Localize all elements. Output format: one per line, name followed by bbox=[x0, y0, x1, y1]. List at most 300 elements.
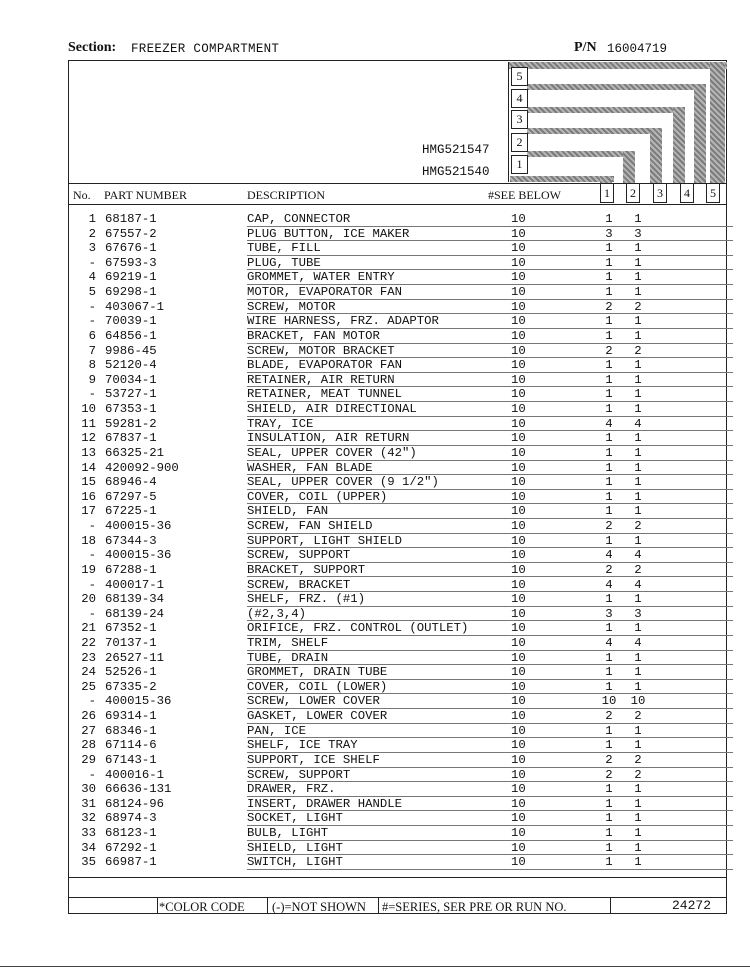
part-description: WIRE HARNESS, FRZ. ADAPTOR bbox=[247, 314, 439, 329]
see-below-value: 10 bbox=[511, 387, 526, 402]
qty-series-2: 4 bbox=[634, 416, 642, 431]
part-number: 420092-900 bbox=[105, 460, 179, 475]
stair-band bbox=[510, 176, 614, 182]
see-below-value: 10 bbox=[511, 650, 526, 665]
qty-series-2: 4 bbox=[634, 548, 642, 563]
item-number: 12 bbox=[81, 431, 96, 446]
qty-series-1: 1 bbox=[605, 358, 613, 373]
qty-series-2: 1 bbox=[634, 372, 642, 387]
part-number: 68974-3 bbox=[105, 811, 157, 826]
part-number: 69219-1 bbox=[105, 270, 157, 285]
qty-series-2: 1 bbox=[634, 358, 642, 373]
item-number: 34 bbox=[81, 840, 96, 855]
qty-series-1: 1 bbox=[605, 533, 613, 548]
qty-series-2: 2 bbox=[634, 752, 642, 767]
qty-series-2: 10 bbox=[630, 694, 646, 709]
see-below-value: 10 bbox=[511, 665, 526, 680]
qty-series-1: 4 bbox=[605, 635, 613, 650]
part-description: COVER, COIL (LOWER) bbox=[247, 679, 388, 694]
qty-series-2: 1 bbox=[634, 723, 642, 738]
part-description: PLUG, TUBE bbox=[247, 255, 321, 270]
part-number: 68139-24 bbox=[105, 606, 165, 621]
stair-label: 1 bbox=[511, 155, 528, 174]
part-description: TUBE, FILL bbox=[247, 241, 321, 256]
column-header-series-4: 4 bbox=[680, 183, 694, 203]
qty-series-1: 1 bbox=[605, 460, 613, 475]
qty-series-2: 1 bbox=[634, 650, 642, 665]
qty-series-1: 1 bbox=[605, 241, 613, 256]
column-header-part-number: PART NUMBER bbox=[104, 188, 187, 202]
see-below-value: 10 bbox=[511, 519, 526, 534]
see-below-value: 10 bbox=[511, 445, 526, 460]
part-number: 67114-6 bbox=[105, 738, 157, 753]
row-rule bbox=[247, 869, 733, 870]
item-number: 14 bbox=[81, 460, 96, 475]
qty-series-1: 1 bbox=[605, 621, 613, 636]
part-description: SCREW, LOWER COVER bbox=[247, 694, 380, 709]
item-number: 28 bbox=[81, 738, 96, 753]
stair-label: 5 bbox=[511, 67, 528, 86]
see-below-value: 10 bbox=[511, 723, 526, 738]
stair-band bbox=[673, 107, 685, 183]
qty-series-1: 2 bbox=[605, 343, 613, 358]
stair-band bbox=[527, 151, 631, 157]
item-number: - bbox=[88, 606, 96, 621]
part-number: 70034-1 bbox=[105, 372, 157, 387]
see-below-value: 10 bbox=[511, 314, 526, 329]
qty-series-2: 2 bbox=[634, 767, 642, 782]
part-description: SCREW, FAN SHIELD bbox=[247, 519, 373, 534]
qty-series-2: 4 bbox=[634, 577, 642, 592]
qty-series-2: 1 bbox=[634, 255, 642, 270]
qty-series-1: 4 bbox=[605, 577, 613, 592]
see-below-value: 10 bbox=[511, 826, 526, 841]
qty-series-1: 1 bbox=[605, 679, 613, 694]
part-number: 67143-1 bbox=[105, 752, 157, 767]
item-number: 13 bbox=[81, 445, 96, 460]
item-number: - bbox=[88, 767, 96, 782]
qty-series-1: 1 bbox=[605, 372, 613, 387]
item-number: 4 bbox=[88, 270, 96, 285]
part-description: RETAINER, AIR RETURN bbox=[247, 372, 395, 387]
part-number: 67344-3 bbox=[105, 533, 157, 548]
stair-band bbox=[623, 151, 635, 183]
column-header-series-2: 2 bbox=[626, 183, 640, 203]
item-number: 19 bbox=[81, 562, 96, 577]
qty-series-1: 1 bbox=[605, 285, 613, 300]
item-number: 25 bbox=[81, 679, 96, 694]
see-below-value: 10 bbox=[511, 548, 526, 563]
part-number: 53727-1 bbox=[105, 387, 157, 402]
table-bottom-rule bbox=[68, 877, 727, 878]
qty-series-1: 1 bbox=[605, 328, 613, 343]
qty-series-2: 2 bbox=[634, 519, 642, 534]
item-number: 11 bbox=[81, 416, 96, 431]
footer-color-code: *COLOR CODE bbox=[159, 900, 245, 914]
qty-series-2: 1 bbox=[634, 475, 642, 490]
see-below-value: 10 bbox=[511, 226, 526, 241]
pn-label: P/N bbox=[574, 40, 597, 55]
page-bottom-edge bbox=[0, 966, 750, 967]
part-description: BLADE, EVAPORATOR FAN bbox=[247, 358, 402, 373]
item-number: 7 bbox=[88, 343, 96, 358]
qty-series-2: 1 bbox=[634, 270, 642, 285]
pn-value: 16004719 bbox=[607, 42, 668, 56]
see-below-value: 10 bbox=[511, 738, 526, 753]
see-below-value: 10 bbox=[511, 694, 526, 709]
item-number: - bbox=[88, 548, 96, 563]
part-description: GROMMET, WATER ENTRY bbox=[247, 270, 395, 285]
stair-band bbox=[650, 128, 662, 183]
qty-series-1: 2 bbox=[605, 752, 613, 767]
part-description: TRAY, ICE bbox=[247, 416, 314, 431]
qty-series-1: 2 bbox=[605, 519, 613, 534]
qty-series-2: 1 bbox=[634, 592, 642, 607]
stair-label: 2 bbox=[511, 133, 528, 152]
item-number: 27 bbox=[81, 723, 96, 738]
part-number: 67837-1 bbox=[105, 431, 157, 446]
item-number: 15 bbox=[81, 475, 96, 490]
see-below-value: 10 bbox=[511, 782, 526, 797]
item-number: 8 bbox=[88, 358, 96, 373]
qty-series-2: 1 bbox=[634, 840, 642, 855]
see-below-value: 10 bbox=[511, 562, 526, 577]
part-number: 67352-1 bbox=[105, 621, 157, 636]
see-below-value: 10 bbox=[511, 475, 526, 490]
footer-code: 24272 bbox=[672, 898, 712, 913]
qty-series-2: 1 bbox=[634, 489, 642, 504]
qty-series-1: 1 bbox=[605, 855, 613, 870]
part-description: SHELF, FRZ. (#1) bbox=[247, 592, 366, 607]
qty-series-1: 1 bbox=[605, 782, 613, 797]
part-number: 67288-1 bbox=[105, 562, 157, 577]
item-number: 33 bbox=[81, 826, 96, 841]
qty-series-2: 1 bbox=[634, 460, 642, 475]
qty-series-1: 2 bbox=[605, 709, 613, 724]
part-number: 26527-11 bbox=[105, 650, 165, 665]
see-below-value: 10 bbox=[511, 212, 526, 226]
qty-series-1: 3 bbox=[605, 606, 613, 621]
stair-band bbox=[527, 128, 658, 134]
item-number: - bbox=[88, 255, 96, 270]
qty-series-1: 1 bbox=[605, 840, 613, 855]
part-description: DRAWER, FRZ. bbox=[247, 782, 336, 797]
row-rule bbox=[247, 606, 733, 607]
qty-series-2: 1 bbox=[634, 679, 642, 694]
see-below-value: 10 bbox=[511, 709, 526, 724]
column-header-divider bbox=[68, 204, 727, 205]
footer-divider bbox=[378, 897, 379, 914]
item-number: 30 bbox=[81, 782, 96, 797]
see-below-value: 10 bbox=[511, 372, 526, 387]
part-number: 67297-5 bbox=[105, 489, 157, 504]
qty-series-2: 1 bbox=[634, 212, 642, 226]
item-number: 24 bbox=[81, 665, 96, 680]
see-below-value: 10 bbox=[511, 343, 526, 358]
item-number: 10 bbox=[81, 402, 96, 417]
stair-band bbox=[508, 62, 727, 69]
part-number: 70039-1 bbox=[105, 314, 157, 329]
qty-series-2: 1 bbox=[634, 796, 642, 811]
part-description: SUPPORT, LIGHT SHIELD bbox=[247, 533, 402, 548]
part-description: SEAL, UPPER COVER (42") bbox=[247, 445, 417, 460]
qty-series-1: 2 bbox=[605, 562, 613, 577]
see-below-value: 10 bbox=[511, 489, 526, 504]
qty-series-1: 4 bbox=[605, 416, 613, 431]
part-number: 68946-4 bbox=[105, 475, 157, 490]
item-number: - bbox=[88, 577, 96, 592]
part-description: GASKET, LOWER COVER bbox=[247, 709, 388, 724]
part-number: 52120-4 bbox=[105, 358, 157, 373]
part-description: ORIFICE, FRZ. CONTROL (OUTLET) bbox=[247, 621, 469, 636]
part-description: SEAL, UPPER COVER (9 1/2") bbox=[247, 475, 439, 490]
qty-series-2: 3 bbox=[634, 226, 642, 241]
stair-band bbox=[600, 176, 612, 183]
item-number: 23 bbox=[81, 650, 96, 665]
part-description: SHIELD, FAN bbox=[247, 504, 329, 519]
part-number: 67593-3 bbox=[105, 255, 157, 270]
see-below-value: 10 bbox=[511, 416, 526, 431]
qty-series-2: 2 bbox=[634, 709, 642, 724]
part-description: PAN, ICE bbox=[247, 723, 307, 738]
qty-series-1: 1 bbox=[605, 255, 613, 270]
qty-series-2: 4 bbox=[634, 635, 642, 650]
footer-series-note: #=SERIES, SER PRE OR RUN NO. bbox=[382, 900, 567, 914]
qty-series-2: 1 bbox=[634, 621, 642, 636]
part-number: 400016-1 bbox=[105, 767, 165, 782]
qty-series-1: 1 bbox=[605, 387, 613, 402]
part-number: 68346-1 bbox=[105, 723, 157, 738]
qty-series-1: 1 bbox=[605, 650, 613, 665]
qty-series-2: 1 bbox=[634, 811, 642, 826]
see-below-value: 10 bbox=[511, 431, 526, 446]
item-number: 3 bbox=[88, 241, 96, 256]
footer-top-rule bbox=[68, 897, 727, 898]
part-description: RETAINER, MEAT TUNNEL bbox=[247, 387, 402, 402]
see-below-value: 10 bbox=[511, 533, 526, 548]
part-number: 403067-1 bbox=[105, 299, 165, 314]
qty-series-2: 1 bbox=[634, 445, 642, 460]
item-number: 1 bbox=[88, 212, 96, 226]
qty-series-1: 1 bbox=[605, 826, 613, 841]
qty-series-1: 4 bbox=[605, 548, 613, 563]
qty-series-1: 1 bbox=[605, 314, 613, 329]
item-number: 9 bbox=[88, 372, 96, 387]
part-description: INSULATION, AIR RETURN bbox=[247, 431, 410, 446]
qty-series-2: 1 bbox=[634, 241, 642, 256]
part-number: 68139-34 bbox=[105, 592, 165, 607]
see-below-value: 10 bbox=[511, 255, 526, 270]
qty-series-2: 1 bbox=[634, 855, 642, 870]
see-below-value: 10 bbox=[511, 504, 526, 519]
part-number: 52526-1 bbox=[105, 665, 157, 680]
column-header-series-1: 1 bbox=[600, 183, 614, 203]
see-below-value: 10 bbox=[511, 241, 526, 256]
item-number: - bbox=[88, 314, 96, 329]
part-description: BULB, LIGHT bbox=[247, 826, 329, 841]
qty-series-1: 1 bbox=[605, 431, 613, 446]
column-header-series-5: 5 bbox=[706, 183, 720, 203]
part-description: BRACKET, FAN MOTOR bbox=[247, 328, 380, 343]
see-below-value: 10 bbox=[511, 840, 526, 855]
item-number: 5 bbox=[88, 285, 96, 300]
item-number: 2 bbox=[88, 226, 96, 241]
qty-series-2: 1 bbox=[634, 738, 642, 753]
qty-series-1: 1 bbox=[605, 489, 613, 504]
part-number: 400015-36 bbox=[105, 519, 172, 534]
stair-band bbox=[694, 84, 706, 183]
item-number: 17 bbox=[81, 504, 96, 519]
part-number: 67225-1 bbox=[105, 504, 157, 519]
item-number: - bbox=[88, 519, 96, 534]
see-below-value: 10 bbox=[511, 460, 526, 475]
column-header-no: No. bbox=[73, 188, 91, 202]
item-number: 32 bbox=[81, 811, 96, 826]
see-below-value: 10 bbox=[511, 577, 526, 592]
stair-band bbox=[710, 62, 725, 183]
part-number: 9986-45 bbox=[105, 343, 157, 358]
stair-label: 4 bbox=[511, 89, 528, 108]
qty-series-2: 1 bbox=[634, 665, 642, 680]
qty-series-2: 1 bbox=[634, 402, 642, 417]
part-number: 59281-2 bbox=[105, 416, 157, 431]
part-description: (#2,3,4) bbox=[247, 606, 307, 621]
part-number: 67676-1 bbox=[105, 241, 157, 256]
see-below-value: 10 bbox=[511, 285, 526, 300]
part-description: TRIM, SHELF bbox=[247, 635, 329, 650]
qty-series-2: 2 bbox=[634, 299, 642, 314]
see-below-value: 10 bbox=[511, 752, 526, 767]
qty-series-2: 3 bbox=[634, 606, 642, 621]
part-description: SHELF, ICE TRAY bbox=[247, 738, 358, 753]
see-below-value: 10 bbox=[511, 796, 526, 811]
qty-series-1: 1 bbox=[605, 723, 613, 738]
part-description: SCREW, SUPPORT bbox=[247, 767, 351, 782]
part-number: 67335-2 bbox=[105, 679, 157, 694]
item-number: 6 bbox=[88, 328, 96, 343]
stair-band bbox=[527, 107, 682, 113]
qty-series-2: 1 bbox=[634, 285, 642, 300]
item-number: 22 bbox=[81, 635, 96, 650]
qty-series-2: 1 bbox=[634, 328, 642, 343]
part-description: WASHER, FAN BLADE bbox=[247, 460, 373, 475]
part-number: 400017-1 bbox=[105, 577, 165, 592]
qty-series-2: 2 bbox=[634, 562, 642, 577]
stair-edge bbox=[508, 62, 509, 182]
part-description: PLUG BUTTON, ICE MAKER bbox=[247, 226, 410, 241]
model-number: HMG521547 bbox=[422, 143, 490, 157]
see-below-value: 10 bbox=[511, 299, 526, 314]
item-number: - bbox=[88, 387, 96, 402]
footer-divider bbox=[267, 897, 268, 914]
see-below-value: 10 bbox=[511, 270, 526, 285]
qty-series-1: 2 bbox=[605, 299, 613, 314]
qty-series-1: 1 bbox=[605, 475, 613, 490]
item-number: 20 bbox=[81, 592, 96, 607]
part-number: 67557-2 bbox=[105, 226, 157, 241]
part-number: 68124-96 bbox=[105, 796, 165, 811]
qty-series-2: 1 bbox=[634, 314, 642, 329]
part-number: 67353-1 bbox=[105, 402, 157, 417]
item-number: 29 bbox=[81, 752, 96, 767]
part-description: BRACKET, SUPPORT bbox=[247, 562, 366, 577]
qty-series-2: 1 bbox=[634, 826, 642, 841]
section-label: Section: bbox=[68, 40, 117, 55]
see-below-value: 10 bbox=[511, 592, 526, 607]
qty-series-1: 1 bbox=[605, 592, 613, 607]
column-header-see-below: #SEE BELOW bbox=[488, 188, 561, 202]
qty-series-1: 1 bbox=[605, 796, 613, 811]
qty-series-2: 1 bbox=[634, 431, 642, 446]
part-description: INSERT, DRAWER HANDLE bbox=[247, 796, 402, 811]
see-below-value: 10 bbox=[511, 635, 526, 650]
part-description: GROMMET, DRAIN TUBE bbox=[247, 665, 388, 680]
part-description: TUBE, DRAIN bbox=[247, 650, 329, 665]
part-description: COVER, COIL (UPPER) bbox=[247, 489, 388, 504]
qty-series-1: 2 bbox=[605, 767, 613, 782]
part-number: 66636-131 bbox=[105, 782, 172, 797]
part-number: 66987-1 bbox=[105, 855, 157, 870]
footer-divider bbox=[610, 897, 611, 914]
item-number: - bbox=[88, 299, 96, 314]
item-number: 35 bbox=[81, 855, 96, 870]
model-number: HMG521540 bbox=[422, 165, 490, 179]
qty-series-2: 1 bbox=[634, 387, 642, 402]
column-header-description: DESCRIPTION bbox=[247, 188, 326, 202]
part-description: SHIELD, LIGHT bbox=[247, 840, 343, 855]
qty-series-1: 10 bbox=[601, 694, 617, 709]
item-number: - bbox=[88, 694, 96, 709]
part-description: SCREW, MOTOR bbox=[247, 299, 336, 314]
see-below-value: 10 bbox=[511, 855, 526, 870]
part-number: 69298-1 bbox=[105, 285, 157, 300]
column-header-series-3: 3 bbox=[653, 183, 667, 203]
part-number: 68187-1 bbox=[105, 212, 157, 226]
part-number: 70137-1 bbox=[105, 635, 157, 650]
qty-series-1: 3 bbox=[605, 226, 613, 241]
part-number: 64856-1 bbox=[105, 328, 157, 343]
footer-divider bbox=[157, 897, 158, 914]
qty-series-2: 1 bbox=[634, 504, 642, 519]
item-number: 18 bbox=[81, 533, 96, 548]
qty-series-1: 1 bbox=[605, 402, 613, 417]
footer-not-shown: (-)=NOT SHOWN bbox=[272, 900, 366, 914]
section-value: FREEZER COMPARTMENT bbox=[131, 42, 280, 56]
qty-series-1: 1 bbox=[605, 811, 613, 826]
part-description: SCREW, MOTOR BRACKET bbox=[247, 343, 395, 358]
part-description: SUPPORT, ICE SHELF bbox=[247, 752, 380, 767]
qty-series-1: 1 bbox=[605, 665, 613, 680]
see-below-value: 10 bbox=[511, 358, 526, 373]
qty-series-1: 1 bbox=[605, 445, 613, 460]
part-description: SWITCH, LIGHT bbox=[247, 855, 343, 870]
part-number: 400015-36 bbox=[105, 694, 172, 709]
item-number: 16 bbox=[81, 489, 96, 504]
see-below-value: 10 bbox=[511, 679, 526, 694]
see-below-value: 10 bbox=[511, 328, 526, 343]
qty-series-1: 1 bbox=[605, 738, 613, 753]
qty-series-1: 1 bbox=[605, 212, 613, 226]
part-description: SHIELD, AIR DIRECTIONAL bbox=[247, 402, 417, 417]
see-below-value: 10 bbox=[511, 606, 526, 621]
see-below-value: 10 bbox=[511, 767, 526, 782]
part-number: 66325-21 bbox=[105, 445, 165, 460]
item-number: 31 bbox=[81, 796, 96, 811]
item-number: 26 bbox=[81, 709, 96, 724]
stair-band bbox=[527, 84, 703, 90]
part-description: SCREW, BRACKET bbox=[247, 577, 351, 592]
see-below-value: 10 bbox=[511, 402, 526, 417]
